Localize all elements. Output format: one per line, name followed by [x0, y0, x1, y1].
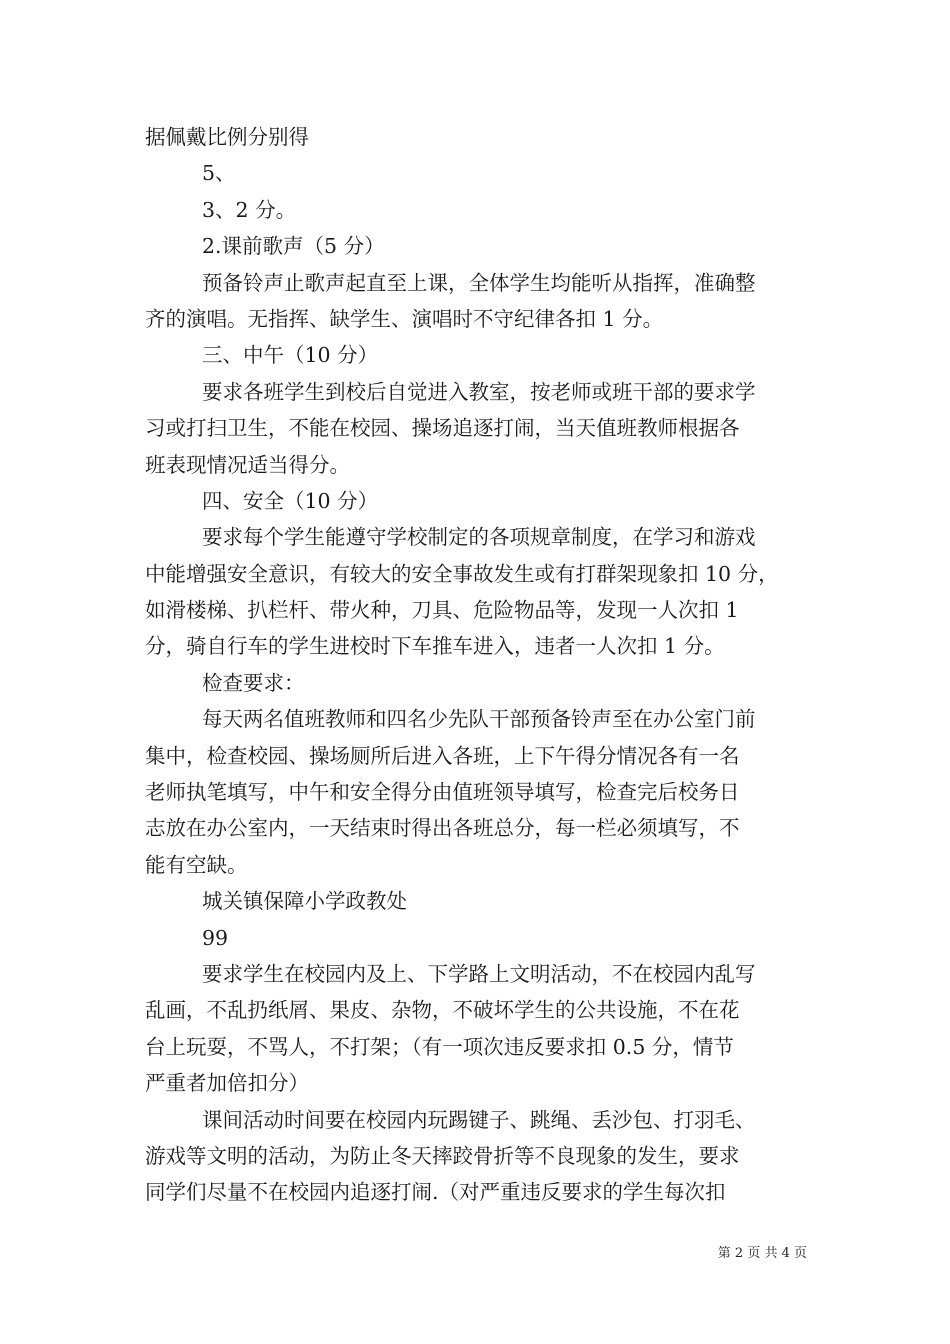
text-line: 3、2 分。 — [202, 197, 297, 222]
text-line: 每天两名值班教师和四名少先队干部预备铃声至在办公室门前 — [202, 707, 756, 732]
text-line: 能有空缺。 — [145, 852, 248, 877]
text-line: 中能增强安全意识，有较大的安全事故发生或有打群架现象扣 10 分， — [145, 561, 779, 586]
text-line: 同学们尽量不在校园内追逐打闹.（对严重违反要求的学生每次扣 — [145, 1180, 726, 1205]
text-line: 课间活动时间要在校园内玩踢键子、跳绳、丢沙包、打羽毛、 — [202, 1107, 756, 1132]
text-line: 乱画，不乱扔纸屑、果皮、杂物，不破坏学生的公共设施，不在花 — [145, 998, 740, 1023]
text-line: 四、安全（10 分） — [202, 488, 379, 513]
text-line: 三、中午（10 分） — [202, 343, 379, 368]
text-line: 游戏等文明的活动，为防止冬天摔跤骨折等不良现象的发生，要求 — [145, 1143, 740, 1168]
text-line: 志放在办公室内，一天结束时得出各班总分，每一栏必须填写，不 — [145, 816, 740, 841]
page-number: 第 2 页 共 4 页 — [717, 1246, 807, 1261]
text-line: 台上玩耍，不骂人，不打架；（有一项次违反要求扣 0.5 分，情节 — [145, 1034, 734, 1059]
text-line: 齐的演唱。无指挥、缺学生、演唱时不守纪律各扣 1 分。 — [145, 306, 664, 331]
text-line: 99 — [202, 925, 229, 950]
text-line: 预备铃声止歌声起直至上课，全体学生均能听从指挥，准确整 — [202, 270, 756, 295]
text-line: 2.课前歌声（5 分） — [202, 234, 385, 259]
text-line: 要求每个学生能遵守学校制定的各项规章制度，在学习和游戏 — [202, 525, 756, 550]
document-body — [145, 119, 810, 1211]
text-line: 要求学生在校园内及上、下学路上文明活动，不在校园内乱写 — [202, 961, 756, 986]
text-line: 分，骑自行车的学生进校时下车推车进入，违者一人次扣 1 分。 — [145, 634, 725, 659]
text-line: 老师执笔填写，中午和安全得分由值班领导填写，检查完后校务日 — [145, 780, 740, 805]
text-line: 5、 — [202, 161, 236, 186]
text-line: 据佩戴比例分别得 — [145, 125, 309, 149]
text-line: 城关镇保障小学政教处 — [202, 889, 407, 914]
text-line: 班表现情况适当得分。 — [145, 452, 350, 477]
text-line: 集中，检查校园、操场厕所后进入各班，上下午得分情况各有一名 — [145, 743, 740, 768]
text-line: 要求各班学生到校后自觉进入教室，按老师或班干部的要求学 — [202, 379, 756, 404]
text-line: 严重者加倍扣分） — [145, 1071, 309, 1096]
text-line: 习或打扫卫生，不能在校园、操场追逐打闹，当天值班教师根据各 — [145, 416, 740, 441]
text-line: 检查要求： — [202, 670, 305, 695]
text-line: 如滑楼梯、扒栏杆、带火种，刀具、危险物品等，发现一人次扣 1 — [145, 598, 739, 623]
